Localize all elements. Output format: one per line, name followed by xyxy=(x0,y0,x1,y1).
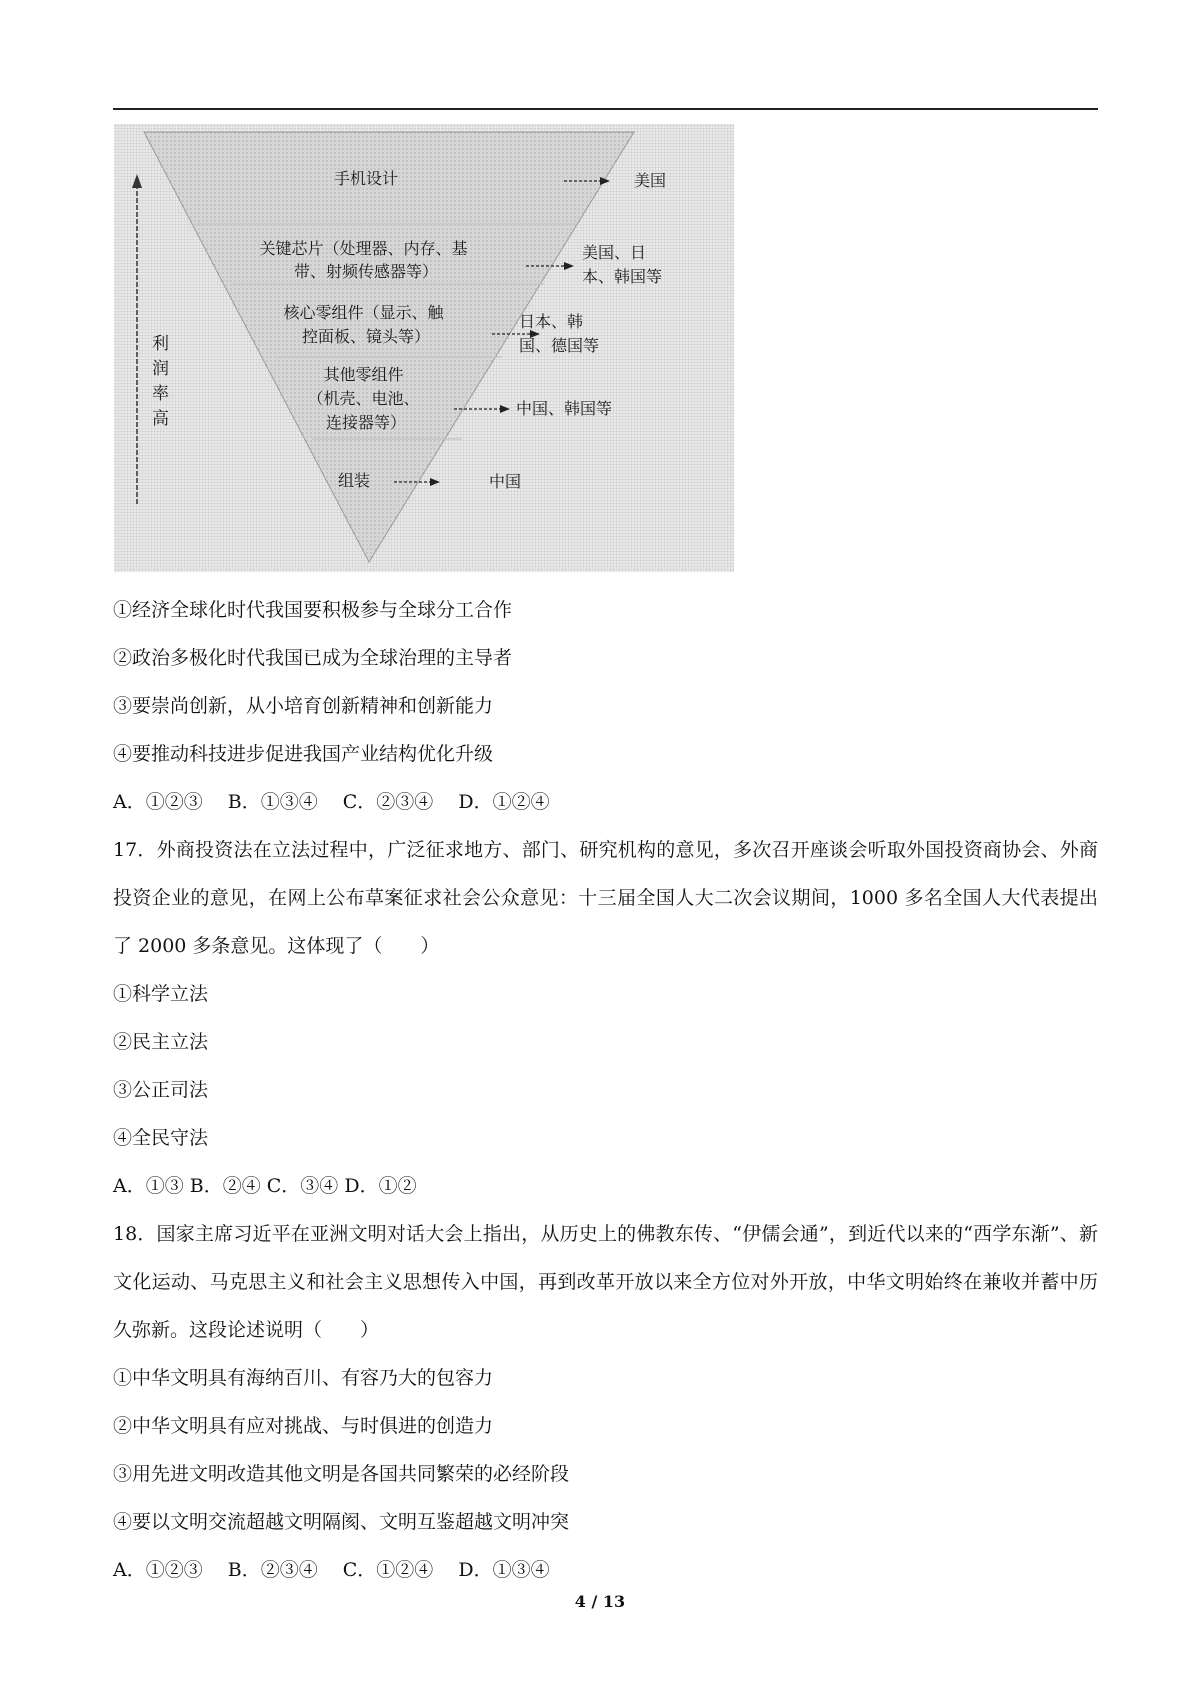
pyramid-diagram xyxy=(114,124,734,572)
q18-option-4: ④要以文明交流超越文明隔阂、文明互鉴超越文明冲突 xyxy=(113,1511,570,1533)
dest-assembly: 中国 xyxy=(489,472,522,491)
q17-option-2: ②民主立法 xyxy=(113,1031,209,1053)
q16-option-3: ③要崇尚创新，从小培育创新精神和创新能力 xyxy=(113,695,494,717)
q16-answers: A．①②③ B．①③④ C．②③④ D．①②④ xyxy=(113,791,550,813)
dest-chip: 美国、日 本、韩国等 xyxy=(582,243,663,286)
header-rule xyxy=(113,108,1098,110)
level-other-parts-label: 其他零组件 （机壳、电池、 连接器等） xyxy=(307,365,420,432)
q18-stem: 18．国家主席习近平在亚洲文明对话大会上指出，从历史上的佛教东传、“伊儒会通”，到近代以来的“西学东渐”、新文化运动、马克思主义和社会主义思想传入中国，再到改革开放以来全方位对外开放，中华文明始终在兼收并蓄中历久弥新。这段论述说明（ ） xyxy=(113,1223,1098,1341)
level-design-label: 手机设计 xyxy=(333,169,399,188)
q18-option-2: ②中华文明具有应对挑战、与时俱进的创造力 xyxy=(113,1415,494,1437)
q18-answers: A．①②③ B．②③④ C．①②④ D．①③④ xyxy=(113,1559,550,1581)
level-chip-label: 关键芯片（处理器、内存、基 带、射频传感器等） xyxy=(259,239,468,281)
q17-stem: 17．外商投资法在立法过程中，广泛征求地方、部门、研究机构的意见，多次召开座谈会听取外国投资商协会、外商投资企业的意见，在网上公布草案征求社会公众意见：十三届全国人大二次会议期间，1000 多名全国人大代表提出了 2000 多条意见。这体现了（ ） xyxy=(113,839,1098,957)
dest-other-parts: 中国、韩国等 xyxy=(516,399,613,418)
q16-option-4: ④要推动科技进步促进我国产业结构优化升级 xyxy=(113,743,494,765)
dest-core-parts: 日本、韩 国、德国等 xyxy=(519,312,600,355)
dest-design: 美国 xyxy=(634,171,667,190)
q16-option-2: ②政治多极化时代我国已成为全球治理的主导者 xyxy=(113,647,513,669)
profit-axis-arrowhead xyxy=(132,174,142,188)
level-core-parts-label: 核心零组件（显示、触 控面板、镜头等） xyxy=(283,303,444,346)
profit-axis-label: 利 润 率 高 xyxy=(152,334,169,429)
q18-option-3: ③用先进文明改造其他文明是各国共同繁荣的必经阶段 xyxy=(113,1463,570,1485)
q17-answers: A．①③ B．②④ C．③④ D．①② xyxy=(113,1175,417,1197)
q18-option-1: ①中华文明具有海纳百川、有容乃大的包容力 xyxy=(113,1367,494,1389)
q17-option-3: ③公正司法 xyxy=(113,1079,209,1101)
page-number: 4 / 13 xyxy=(574,1592,626,1611)
q16-option-1: ①经济全球化时代我国要积极参与全球分工合作 xyxy=(113,599,513,621)
q17-option-1: ①科学立法 xyxy=(113,983,209,1005)
level-assembly-label: 组装 xyxy=(337,471,371,490)
profit-pyramid-figure xyxy=(114,124,734,572)
q17-option-4: ④全民守法 xyxy=(113,1127,209,1149)
